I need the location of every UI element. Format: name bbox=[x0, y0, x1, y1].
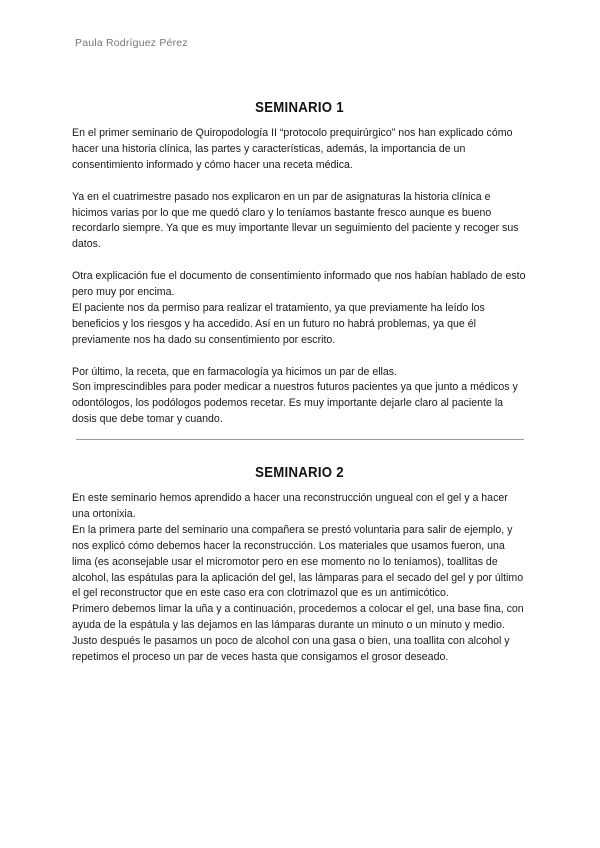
seminar-1-paragraph: Otra explicación fue el documento de consentimiento informado que nos habían hablado de esto pero muy por encima. bbox=[72, 270, 526, 299]
seminar-1-paragraph: Son imprescindibles para poder medicar a nuestros futuros pacientes ya que junto a médicos y odontólogos, los podólogos podemos recetar. Es muy importante dejarle claro al paciente la dosis que debe tomar y cuando. bbox=[72, 381, 518, 426]
seminar-2-paragraph: Primero debemos limar la uña y a continuación, procedemos a colocar el gel, una base fina, con ayuda de la espátula y las dejamos en las lámparas durante un minuto o un minuto y medio. Justo después le pasamos un poco de alcohol con una gasa o bien, una toallita con alcohol y repetimos el proceso un par de veces hasta que consigamos el grosor deseado. bbox=[72, 603, 524, 664]
seminar-2-title: SEMINARIO 2 bbox=[255, 464, 344, 481]
seminar-1-paragraph: Por último, la receta, que en farmacología ya hicimos un par de ellas. bbox=[72, 365, 398, 378]
seminar-2-paragraph: En la primera parte del seminario una compañera se prestó voluntaria para salir de ejemplo, y nos explicó cómo debemos hacer la reconstrucción. Los materiales que usamos fueron, una lima (es aconsejable usar el micromotor pero en ese momento no lo teníamos), toallitas de alcohol, las espátulas para la aplicación del gel, las lámparas para el secado del gel y por último el gel reconstructor que en este caso era con clotrimazol que es un antimicótico. bbox=[72, 523, 524, 600]
author-name: Paula Rodríguez Pérez bbox=[75, 37, 188, 49]
seminar-2-paragraph: En este seminario hemos aprendido a hacer una reconstrucción ungueal con el gel y a hacer una ortonixia. bbox=[72, 492, 508, 520]
seminar-1-paragraph: Ya en el cuatrimestre pasado nos explicaron en un par de asignaturas la historia clínica e hicimos varias por lo que me quedó claro y lo teníamos bastante fresco aunque es bueno recordarlo siempre. Ya que es muy importante llevar un seguimiento del paciente y recoger sus datos. bbox=[72, 190, 519, 251]
seminar-1-paragraph: En el primer seminario de Quiropodología II “protocolo prequirúrgico” nos han explicado cómo hacer una historia clínica, las partes y características, además, la importancia de un consentimiento informado y cómo hacer una receta médica. bbox=[72, 127, 513, 171]
seminar-1-section bbox=[72, 99, 527, 444]
seminar-1-paragraph: El paciente nos da permiso para realizar el tratamiento, ya que previamente ha leído los beneficios y los riesgos y ha accedido. Así en un futuro no habrá problemas, ya que él previamente nos ha dado su consentimiento por escrito. bbox=[72, 301, 485, 346]
section-divider bbox=[76, 439, 524, 440]
seminar-2-section bbox=[72, 464, 527, 666]
seminar-1-title: SEMINARIO 1 bbox=[255, 99, 344, 116]
